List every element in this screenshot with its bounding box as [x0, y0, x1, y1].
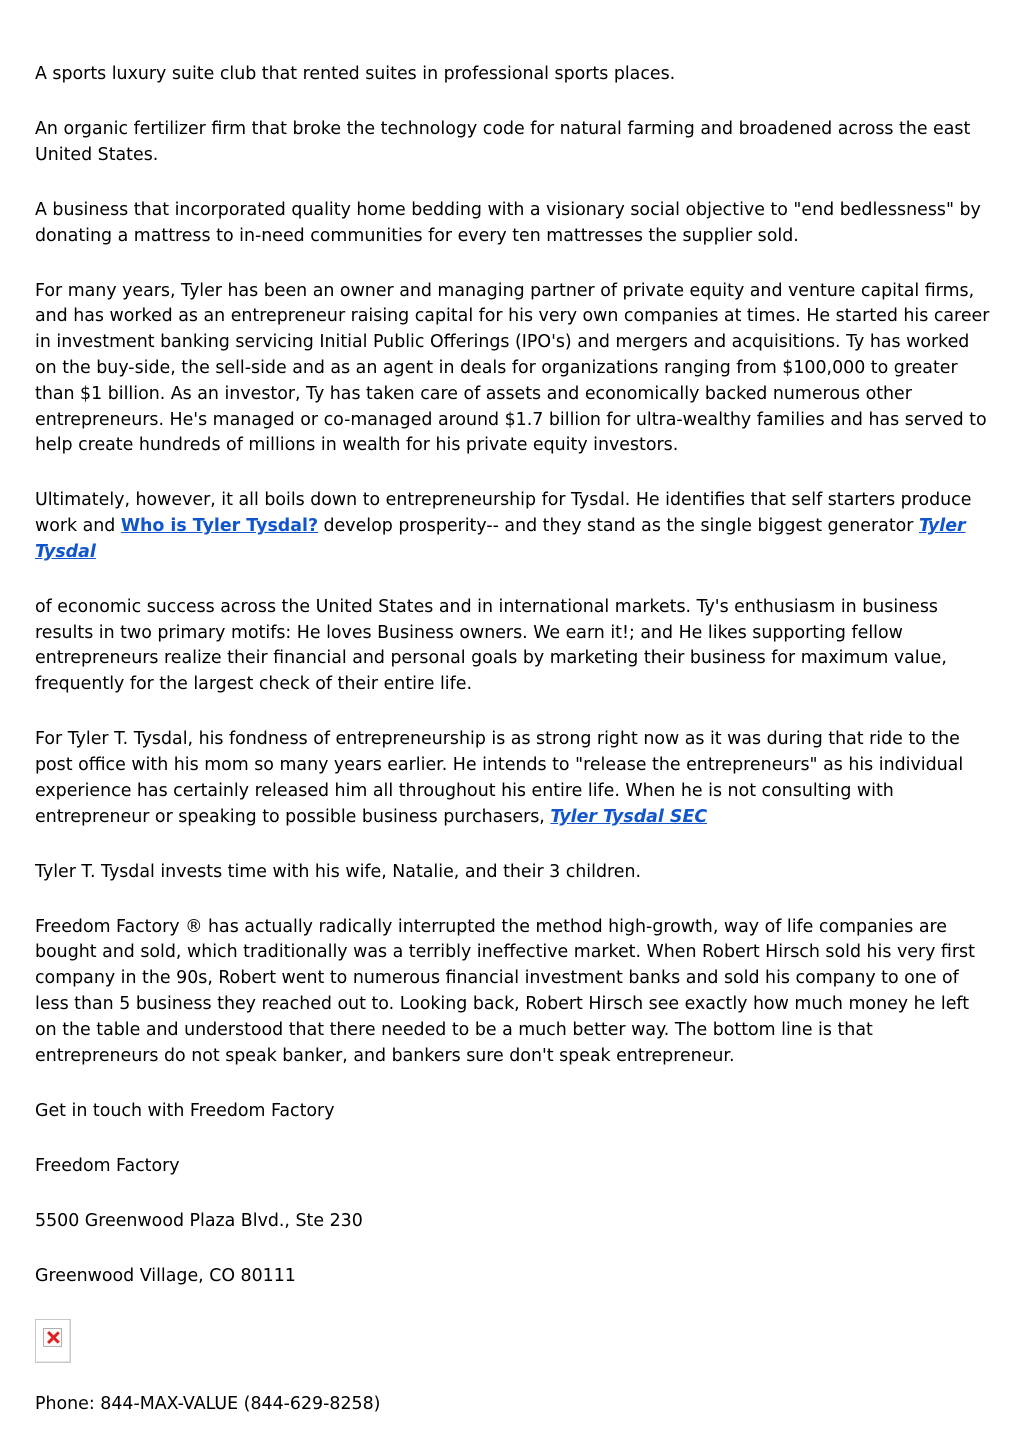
- contact-phone: Phone: 844-MAX-VALUE (844-629-8258): [35, 1393, 381, 1414]
- paragraph-freedom-factory: Freedom Factory ® has actually radically interrupted the method high-growth, way of life companies are bought and sold, which traditionally was a terribly ineffective market. When Robert Hirsch sold his very first company in the 90s, Robert went to numerous financial investment banks and sold his company to one of less than 5 business they reached out to. Looking back, Robert Hirsch see exactly how much money he left on the table and understood that there needed to be a much better way. The bottom line is that entrepreneurs do not speak banker, and bankers sure don't speak entrepreneur.: [35, 916, 975, 1066]
- paragraph-fertilizer-firm: An organic fertilizer firm that broke the technology code for natural farming and broadened across the east United States.: [35, 118, 971, 165]
- paragraph-bedding-business: A business that incorporated quality home bedding with a visionary social objective to "end bedlessness" by donating a mattress to in-need communities for every ten mattresses the supplier sold.: [35, 199, 981, 246]
- paragraph-entrepreneurship: [35, 488, 995, 565]
- who-is-tyler-tysdal-link[interactable]: Who is Tyler Tysdal?: [120, 516, 319, 537]
- tyler-tysdal-link[interactable]: Tyler Tysdal: [35, 516, 966, 562]
- document-page: [35, 62, 995, 1447]
- paragraph-career-summary: For many years, Tyler has been an owner and managing partner of private equity and venture capital firms, and has worked as an entrepreneur raising capital for his very own companies at times. He started his career in investment banking servicing Initial Public Offerings (IPO's) and mergers and acquisitions. Ty has worked on the buy-side, the sell-side and as an agent in deals for organizations ranging from $100,000 to greater than $1 billion. As an investor, Ty has taken care of assets and economically backed numerous other entrepreneurs. He's managed or co-managed around $1.7 billion for ultra-wealthy families and has served to help create hundreds of millions in wealth for his private equity investors.: [35, 280, 990, 456]
- tyler-tysdal-sec-link[interactable]: Tyler Tysdal SEC: [550, 806, 708, 827]
- paragraph-family: Tyler T. Tysdal invests time with his wife, Natalie, and their 3 children.: [35, 861, 642, 882]
- contact-city: Greenwood Village, CO 80111: [35, 1265, 296, 1286]
- broken-image-icon: [35, 1319, 71, 1363]
- paragraph-fondness: [35, 727, 995, 830]
- contact-company: Freedom Factory: [35, 1155, 180, 1176]
- paragraph-entrepreneurship-text-2: develop prosperity-- and they stand as the single biggest generator: [318, 516, 919, 537]
- contact-heading: Get in touch with Freedom Factory: [35, 1100, 335, 1121]
- paragraph-entrepreneurship-text-1: Ultimately, however, it all boils down to entrepreneurship for Tysdal. He identifies that self starters produce work and: [35, 490, 972, 537]
- paragraph-economic-success: of economic success across the United States and in international markets. Ty's enthusiasm in business results in two primary motifs: He loves Business owners. We earn it!; and He likes supporting fellow entrepreneurs realize their financial and personal goals by marketing their business for maximum value, frequently for the largest check of their entire life.: [35, 596, 947, 695]
- paragraph-suite-club: A sports luxury suite club that rented suites in professional sports places.: [35, 64, 676, 84]
- paragraph-fondness-text: For Tyler T. Tysdal, his fondness of entrepreneurship is as strong right now as it was during that ride to the post office with his mom so many years earlier. He intends to "release the entrepreneurs" as his individual experience has certainly released him all throughout his entire life. When he is not consulting with entrepreneur or speaking to possible business purchasers,: [35, 729, 964, 827]
- contact-street: 5500 Greenwood Plaza Blvd., Ste 230: [35, 1210, 363, 1231]
- broken-image-x-icon: [43, 1328, 62, 1347]
